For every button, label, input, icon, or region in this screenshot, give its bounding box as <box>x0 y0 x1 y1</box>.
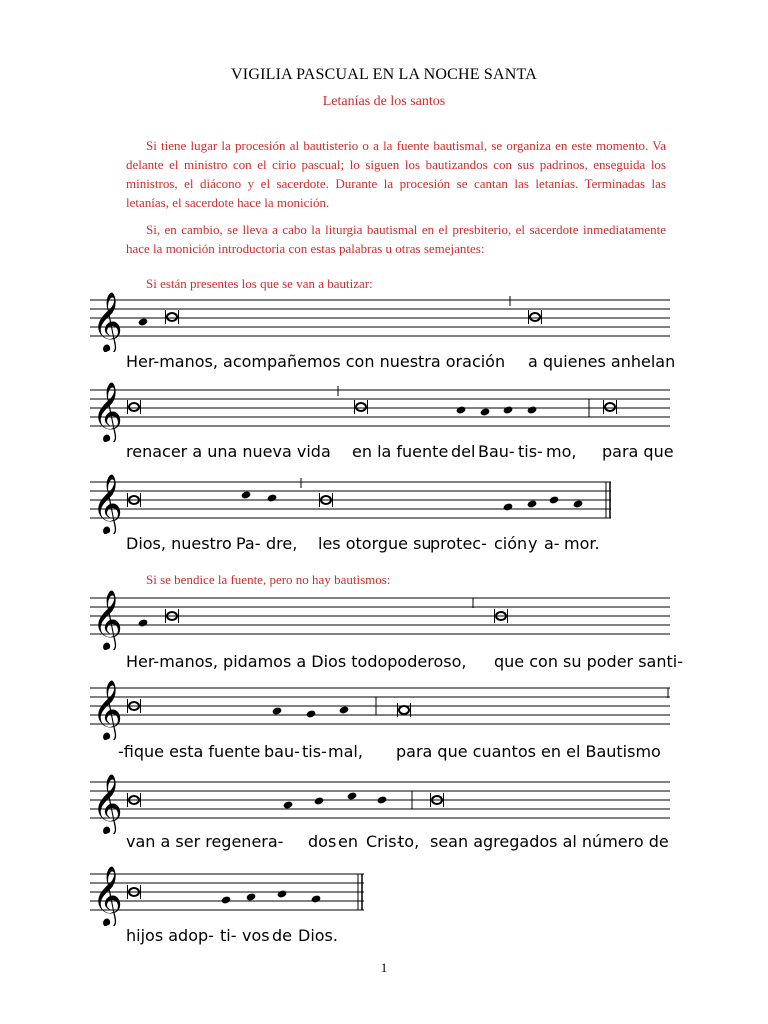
lyric-syllable: de <box>272 926 292 945</box>
notes <box>128 386 617 417</box>
lyric-syllable: renacer a una nueva vida <box>126 442 331 461</box>
lyrics-line-3 <box>0 534 768 558</box>
lyric-syllable: para que <box>602 442 674 461</box>
lyrics-line-7 <box>0 926 768 950</box>
lyric-syllable: ti- <box>220 926 237 945</box>
music-staff-1 <box>90 292 670 352</box>
lyric-syllable: del <box>451 442 476 461</box>
lyric-syllable: les otorgue su <box>318 534 432 553</box>
music-staff-5 <box>90 680 670 740</box>
page-title: VIGILIA PASCUAL EN LA NOCHE SANTA <box>231 66 537 83</box>
notes <box>128 885 322 905</box>
lyrics-line-4 <box>0 652 768 676</box>
lyrics-line-5 <box>0 742 768 766</box>
lyric-syllable: protec- <box>430 534 487 553</box>
lyrics-line-2 <box>0 442 768 466</box>
lyric-syllable: Cris- <box>366 832 403 851</box>
treble-clef-icon: 𝄞 <box>92 474 123 534</box>
lyric-syllable: to, <box>398 832 420 851</box>
lyric-syllable: sean agregados al número de <box>430 832 669 851</box>
notes <box>128 478 584 512</box>
lyric-syllable: van a ser regenera- <box>126 832 284 851</box>
rubric-presbytery: Si, en cambio, se lleva a cabo la liturgia bautismal en el presbiterio, el sacerdote inmediatamente hace la monición introductoria con estas palabras u otras semejantes: <box>126 222 666 256</box>
lyrics-line-6 <box>0 832 768 856</box>
lyric-syllable: tis- <box>302 742 327 761</box>
lyric-syllable: Dios. <box>298 926 338 945</box>
rubric-procession: Si tiene lugar la procesión al bautisterio o a la fuente bautismal, se organiza en este momento. Va delante el ministro con el cirio pascual; lo siguen los bautizandos con sus padrinos, enseguida los ministros, el diácono y el sacerdote. Durante la procesión se cantan las letanías. Terminadas las letanías, el sacerdote hace la monición. <box>126 138 666 210</box>
notes <box>138 296 542 327</box>
page-subtitle: Letanías de los santos <box>322 94 446 109</box>
music-staff-6 <box>90 774 670 834</box>
lyric-syllable: Bau- <box>478 442 515 461</box>
treble-clef-icon: 𝄞 <box>92 382 123 442</box>
lyric-syllable: mal, <box>328 742 363 761</box>
lyric-syllable: mor. <box>564 534 600 553</box>
lyric-syllable: hijos adop- <box>126 926 214 945</box>
notes <box>128 688 669 719</box>
lyric-syllable: tis- <box>518 442 543 461</box>
lyric-syllable: a quienes anhelan <box>528 352 676 371</box>
lyric-syllable: y <box>528 534 538 553</box>
music-staff-3 <box>90 474 670 534</box>
lyric-syllable: que con su poder santi- <box>494 652 683 671</box>
lyric-syllable: Pa- <box>236 534 261 553</box>
notes <box>138 598 508 628</box>
treble-clef-icon: 𝄞 <box>92 680 123 740</box>
lyric-syllable: en <box>338 832 358 851</box>
treble-clef-icon: 𝄞 <box>92 590 123 650</box>
music-staff-4 <box>90 590 670 650</box>
lyric-syllable: a- <box>544 534 560 553</box>
lyric-syllable: ción <box>494 534 528 553</box>
lyric-syllable: dre, <box>266 534 298 553</box>
treble-clef-icon: 𝄞 <box>92 774 123 834</box>
lyric-syllable: para que cuantos en el Bautismo <box>396 742 661 761</box>
treble-clef-icon: 𝄞 <box>92 292 123 352</box>
music-staff-7 <box>90 866 670 926</box>
music-staff-2 <box>90 382 670 442</box>
lyric-syllable: Her-manos, acompañemos con nuestra oración <box>126 352 506 371</box>
lyric-syllable: vos <box>242 926 270 945</box>
lyric-syllable: dos <box>308 832 337 851</box>
lyric-syllable: en la fuente <box>352 442 449 461</box>
lyric-syllable: Her-manos, pidamos a Dios todopoderoso, <box>126 652 467 671</box>
cue-font-blessing: Si se bendice la fuente, pero no hay bautismos: <box>146 572 391 587</box>
treble-clef-icon: 𝄞 <box>92 866 123 926</box>
lyric-syllable: Dios, nuestro <box>126 534 232 553</box>
lyric-syllable: mo, <box>546 442 577 461</box>
cue-baptism-candidates: Si están presentes los que se van a bautizar: <box>146 276 373 291</box>
lyric-syllable: -fique esta fuente <box>118 742 261 761</box>
lyrics-line-1 <box>0 352 768 376</box>
lyric-syllable: bau- <box>264 742 300 761</box>
page-number: 1 <box>380 960 388 975</box>
